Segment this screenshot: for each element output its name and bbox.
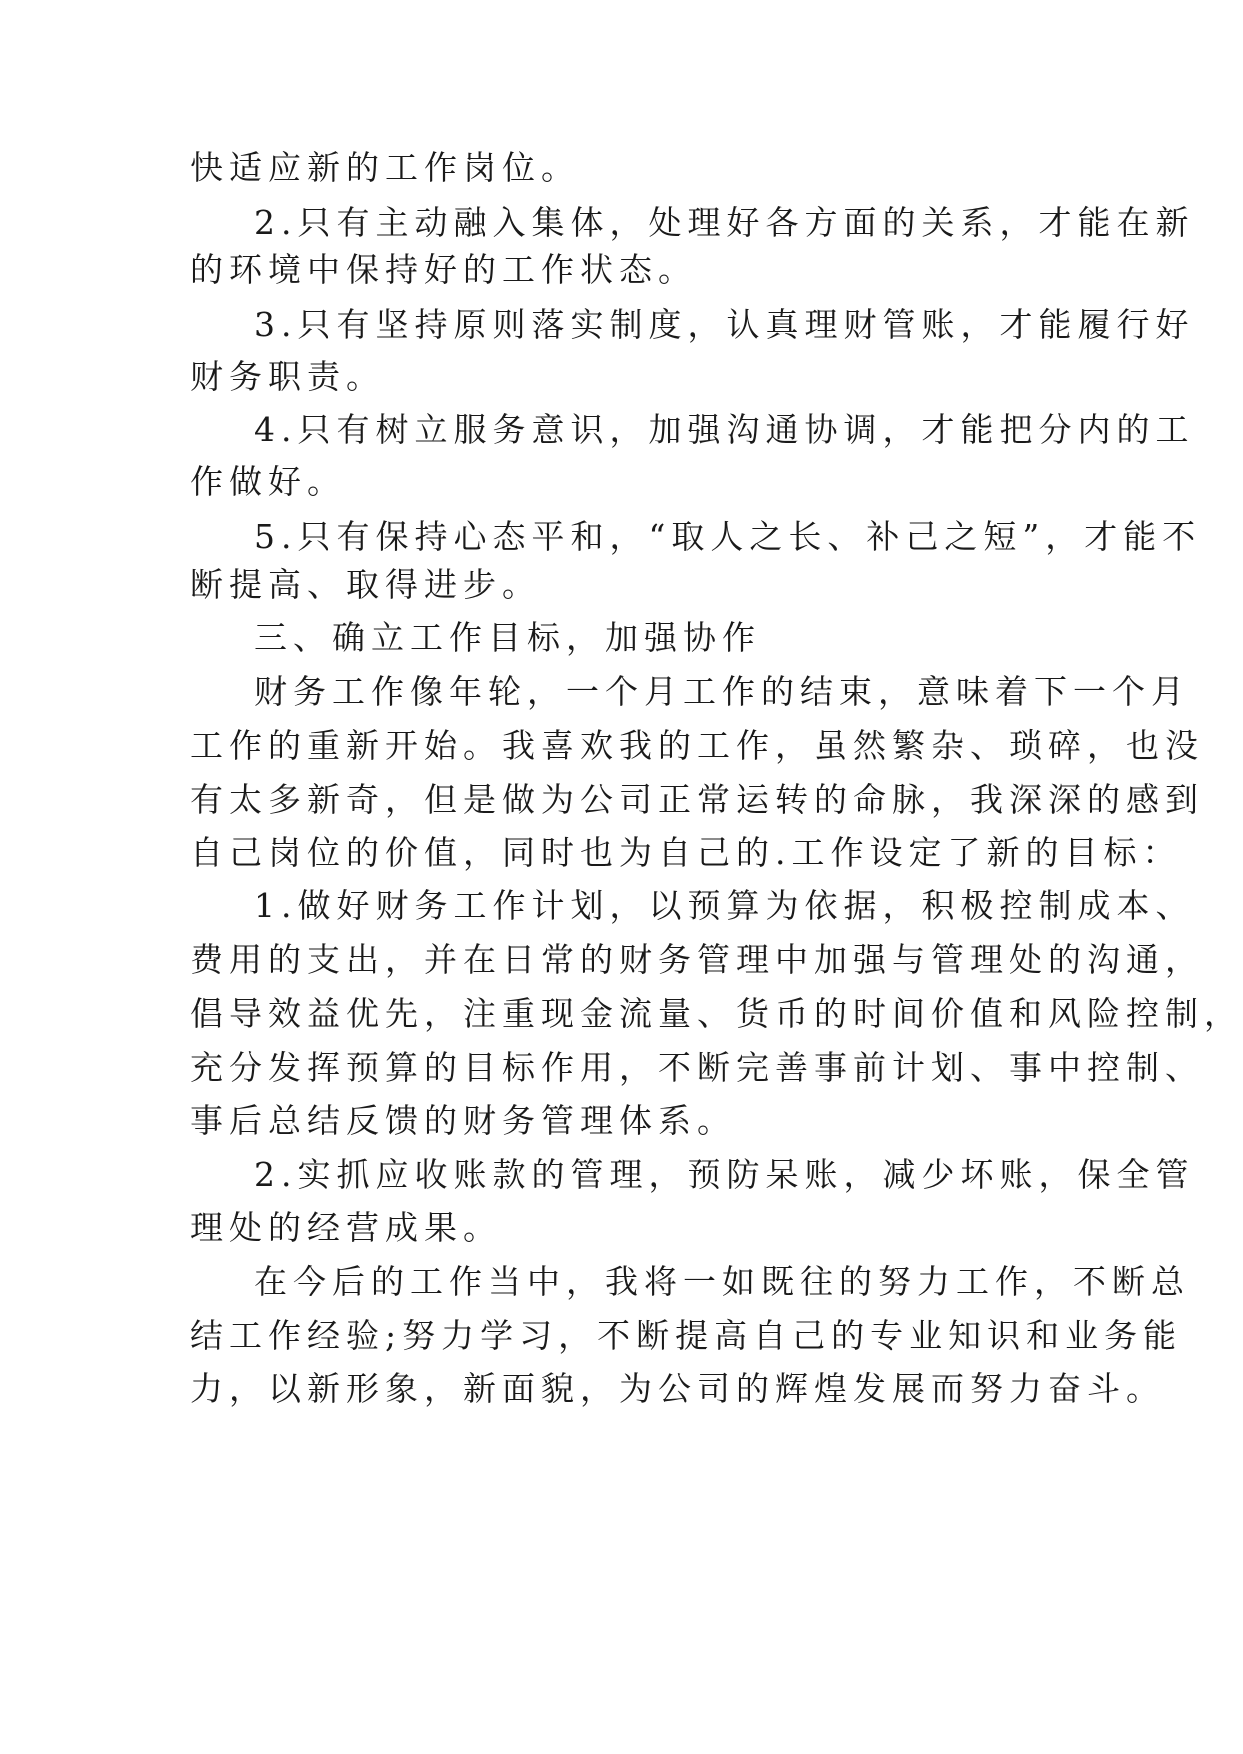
text-line: 工作的重新开始。我喜欢我的工作，虽然繁杂、琐碎，也没 [190,726,1204,765]
text-line: 费用的支出，并在日常的财务管理中加强与管理处的沟通， [190,940,1204,979]
text-line: 在今后的工作当中，我将一如既往的努力工作，不断总 [254,1262,1190,1301]
text-line: 的环境中保持好的工作状态。 [190,250,697,289]
text-line: 充分发挥预算的目标作用，不断完善事前计划、事中控制、 [190,1048,1204,1087]
text-line: 结工作经验;努力学习，不断提高自己的专业知识和业务能 [190,1316,1183,1355]
text-line: 倡导效益优先，注重现金流量、货币的时间价值和风险控制， [190,994,1243,1033]
text-line: 5.只有保持心态平和，“取人之长、补己之短”，才能不 [254,517,1202,556]
text-line: 3.只有坚持原则落实制度，认真理财管账，才能履行好 [254,305,1195,344]
text-line: 事后总结反馈的财务管理体系。 [190,1101,736,1140]
text-line: 2.实抓应收账款的管理，预防呆账，减少坏账，保全管 [254,1155,1195,1194]
section-heading: 三、确立工作目标，加强协作 [254,618,761,657]
text-line: 作做好。 [190,462,346,501]
text-line: 1.做好财务工作计划，以预算为依据，积极控制成本、 [254,886,1195,925]
text-line: 4.只有树立服务意识，加强沟通协调，才能把分内的工 [254,410,1195,449]
text-line: 力，以新形象，新面貌，为公司的辉煌发展而努力奋斗。 [190,1369,1165,1408]
text-line: 断提高、取得进步。 [190,565,541,604]
text-line: 财务职责。 [190,357,385,396]
text-line: 财务工作像年轮，一个月工作的结束，意味着下一个月 [254,672,1190,711]
text-line: 2.只有主动融入集体，处理好各方面的关系，才能在新 [254,203,1195,242]
text-line: 快适应新的工作岗位。 [190,148,580,187]
text-line: 自己岗位的价值，同时也为自己的.工作设定了新的目标： [190,833,1182,872]
text-line: 理处的经营成果。 [190,1208,502,1247]
text-line: 有太多新奇，但是做为公司正常运转的命脉，我深深的感到 [190,780,1204,819]
